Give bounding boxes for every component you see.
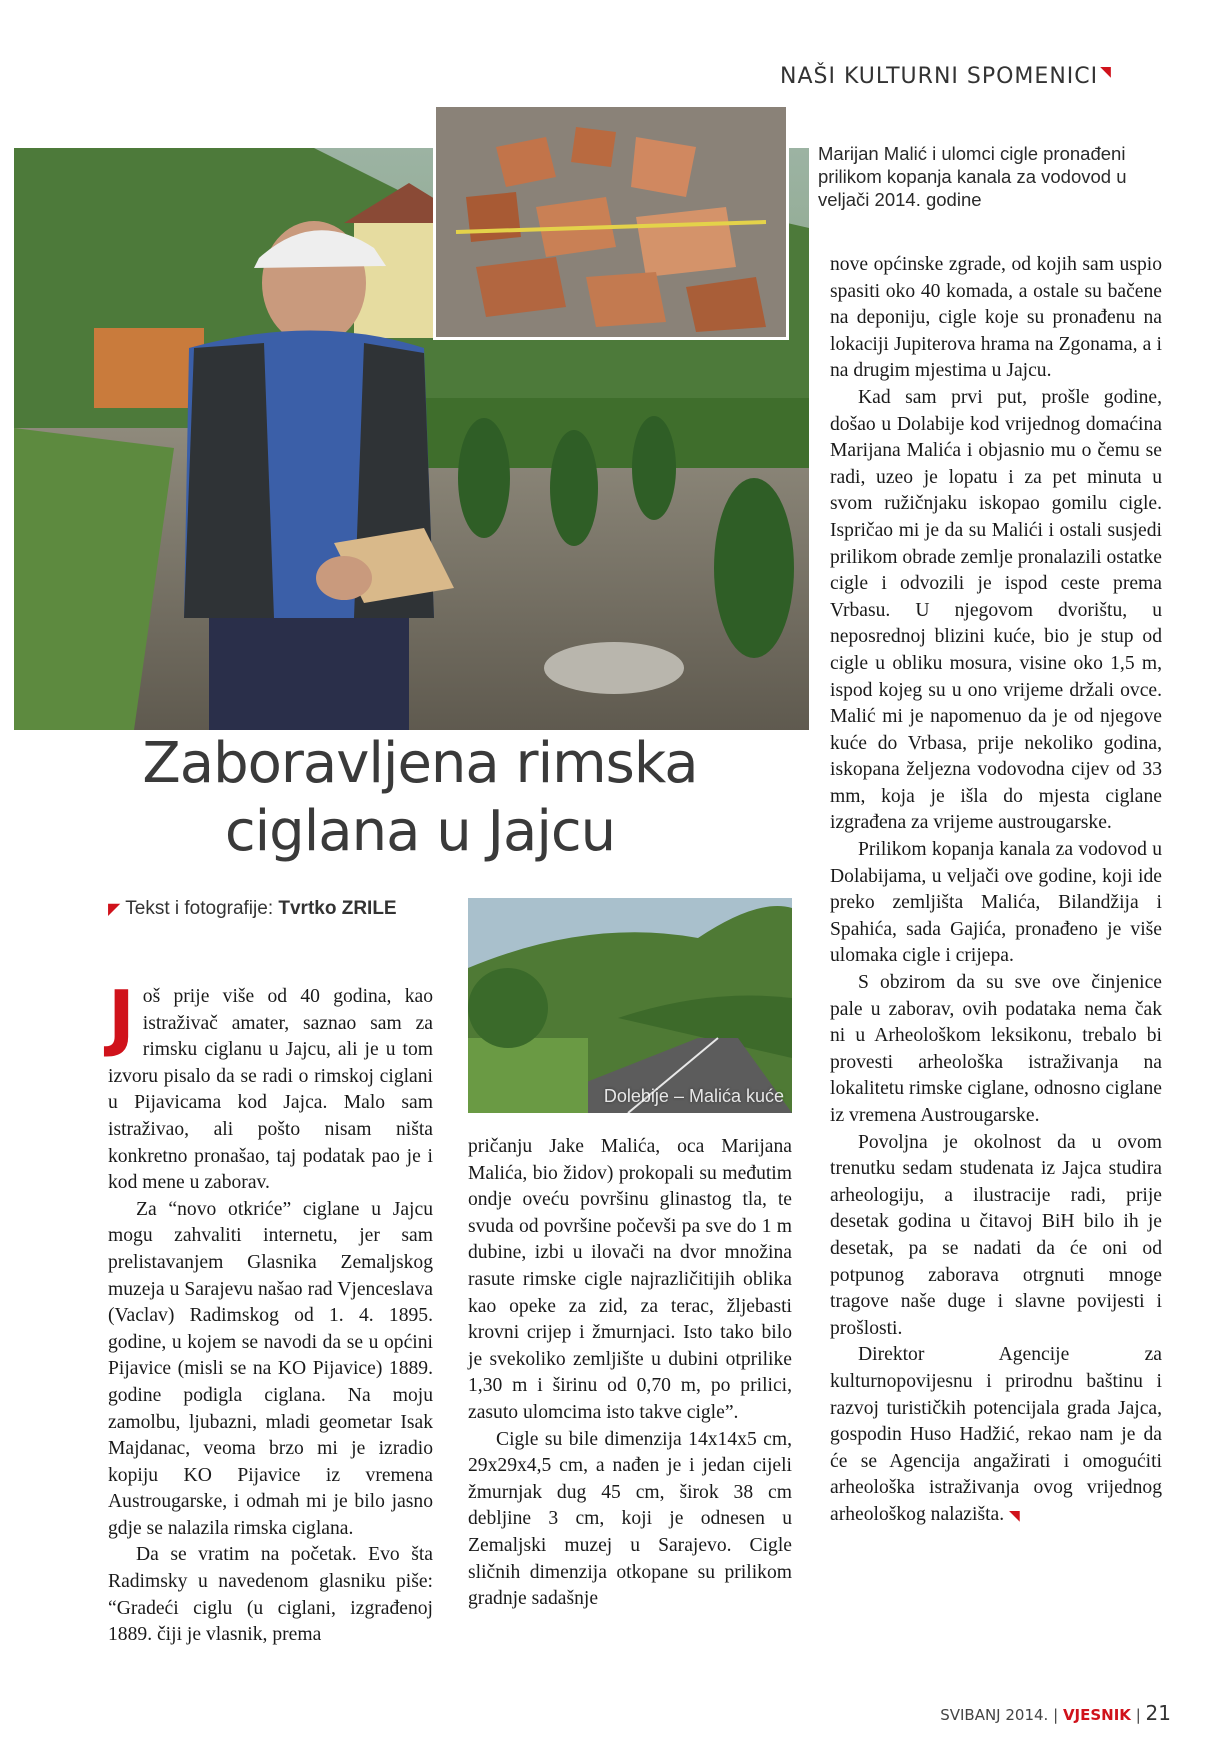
- byline-author: Tvrtko ZRILE: [278, 898, 397, 919]
- paragraph: Prilikom kopanja kanala za vodovod u Dolabijama, u veljači ove godine, koji ide preko zemljišta Malića, Bilandžija i Spahića, sada Gajića, pronađeno je više ulomaka cigle i crijepa.: [830, 839, 1162, 967]
- page-number: 21: [1145, 1701, 1171, 1725]
- byline-triangle-icon: ◤: [108, 901, 121, 918]
- paragraph: Kad sam prvi put, prošle godine, došao u Dolabije kod vrijednog domaćina Marijana Malića i objasnio mu o čemu se radi, uzeo je lopatu i za pet minuta u svom ružičnjaku iskopao gomilu cigle. Ispričao mi je da su Malići i ostali susjedi prilikom obrade zemlje pronalazili ostatke cigle i odvozili je ispod ceste prema Vrbasu. U njegovom dvorištu, u neposrednoj blizini kuće, bio je stup od cigle u obliku mosura, visine oko 1,5 m, ispod kojeg su u ono vrijeme držali ovce. Malić mi je napomenuo da je od njegove kuće do Vrbasa, prije nekoliko godina, iskopana željezna vodovodna cijev od 33 mm, koja je išla do mjesta ciglane izgrađena za vrijeme austrougarske.: [830, 386, 1162, 834]
- article-column-1: [108, 975, 433, 1649]
- paragraph: Cigle su bile dimenzija 14x14x5 cm, 29x29x4,5 cm, a nađen je i jedan cijeli žmurnjak dug 45 cm, širok 38 cm debljine 3 cm, koji je odnesen u Zemaljski muzej u Sarajevo. Cigle sličnih dimenzija otkopane su prilikom gradnje sadašnje: [468, 1428, 792, 1610]
- paragraph: oš prije više od 40 godina, kao istraživač amater, saznao sam za rimsku ciglanu u Jajcu, ali je u tom izvoru pisalo da se radi o rimskoj ciglani u Pijavicama kod Jajca. Malo sam istraživao, ali pošto nisam ništa konkretno pronašao, taj podatak pao je i kod mene u zaborav.: [108, 986, 433, 1194]
- article-title: [20, 730, 820, 866]
- title-line-1: Zaboravljena rimska: [142, 731, 698, 796]
- photo-caption: Marijan Malić i ulomci cigle pronađeni prilikom kopanja kanala za vodovod u veljači 2014. godine: [818, 143, 1127, 210]
- road-photo-caption: Dolebije – Malića kuće: [603, 1086, 784, 1106]
- footer-issue: SVIBANJ 2014.: [940, 1706, 1049, 1724]
- byline-prefix: Tekst i fotografije:: [125, 898, 279, 919]
- page-footer: [940, 1701, 1171, 1725]
- title-line-2: ciglana u Jajcu: [224, 799, 616, 864]
- paragraph: Povoljna je okolnost da u ovom trenutku sedam studenata iz Jajca studira arheologiju, a ilustracije radi, prije desetak godina u čitavoj BiH bilo ih je desetak, pa se nadati da će oni od potpunog zaborava otrgnuti mnoge tragove naše duge i slavne povijesti i prošlosti.: [830, 1131, 1162, 1339]
- paragraph: nove općinske zgrade, od kojih sam uspio spasiti oko 40 komada, a ostale su bačene na deponiju, cigle koje su pronađenu na lokaciji Jupiterova hrama na Zgonama, a i na drugim mjestima u Jajcu.: [830, 254, 1162, 382]
- paragraph: Za “novo otkriće” ciglane u Jajcu mogu zahvaliti internetu, jer sam prelistavanjem Glasnika Zemaljskog muzeja u Sarajevu našao rad Vjenceslava (Vaclav) Radimskog od 1. 4. 1895. godine, u kojem se navodi da se u općini Pijavice (misli se na KO Pijavice) 1889. godine podigla ciglana. Na moju zamolbu, ljubazni, mladi geometar Isak Majdanac, veoma brzo mi je izradio kopiju KO Pijavice iz vremena Austrougarske, i odmah mi je bilo jasno gdje se nalazila rimska ciglana.: [108, 1198, 433, 1539]
- paragraph: S obzirom da su sve ove činjenice pale u zaborav, ovih podataka nema čak ni u Arheološkom leksikonu, trebalo bi provesti arheološka istraživanja na lokalitetu rimske ciglane, odnosno ciglane iz vremena Austrougarske.: [830, 972, 1162, 1126]
- paragraph-last: Direktor Agencije za kulturnopovijesnu i prirodnu baštinu i razvoj turističkih potencijala grada Jajca, gospodin Huso Hadžić, rekao nam je da će se Agencija angažirati i omogućiti arheološka istraživanja ovog vrijednog arheološkog nalazišta. ◥: [830, 1344, 1162, 1525]
- article-column-3: [830, 252, 1162, 1531]
- drop-cap: J: [108, 975, 135, 1059]
- end-mark-icon: ◥: [1009, 1508, 1020, 1524]
- footer-divider: |: [1135, 1706, 1146, 1724]
- corner-triangle-icon: ◥: [1100, 64, 1112, 80]
- footer-magazine: VJESNIK: [1062, 1706, 1131, 1724]
- road-photo: [468, 898, 792, 1113]
- article-column-2: [468, 1134, 792, 1613]
- paragraph: pričanju Jake Malića, oca Marijana Malića, bio židov) prokopali su međutim ondje oveću površinu glinastog tla, te svuda od površine počevši pa sve do 1 m dubine, izbi u ilovači na dvor množina rasute rimske cigle najrazličitijih oblika kao opeke za zid, za terac, žljebasti krovni crijep i žmurnjaci. Isto tako bilo je svekoliko zemljište u dubini otprilike 1,30 m i širinu od 0,70 m, po prilici, zasuto ulomcima isto takve cigle”.: [468, 1136, 792, 1423]
- footer-divider: |: [1053, 1706, 1063, 1724]
- byline: [108, 898, 397, 920]
- paragraph: Da se vratim na početak. Evo šta Radimsky u navedenom glasniku piše: “Gradeći ciglu (u ciglani, izgrađenoj 1889. čiji je vlasnik, prema: [108, 1544, 433, 1646]
- brick-fragments-photo: [433, 104, 789, 340]
- section-label: NAŠI KULTURNI SPOMENICI ◥: [780, 64, 1112, 89]
